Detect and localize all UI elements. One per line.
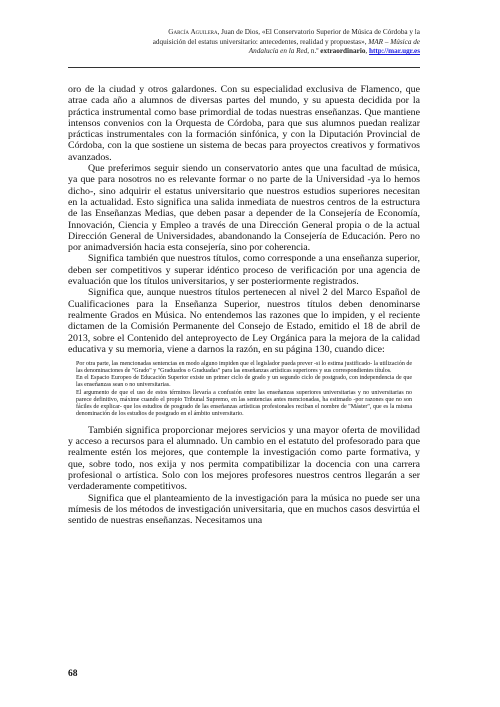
- paragraph: Significa que el planteamiento de la investigación para la música no puede ser una mímesis de los métodos de investigación universitaria, que en muchos casos desvirtúa el sentido de nuestras enseñanzas. Necesitamos una: [68, 492, 420, 527]
- quote-paragraph: El argumento de que el uso de estos términos llevaría a confusión entre las enseñanzas superiores universitarias y no universitarias no parece definitivo, máxime cuando el propio Tribunal Supremo, en las sentencias antes mencionadas, ha estimado -por razones que no son fáciles de explicar- que los estudios de posgrado de las enseñanzas artísticas profesionales reciban el nombre de "Máster", que es la misma denominación de los estudios de postgrado en el ámbito universitario.: [76, 389, 412, 417]
- body-text-top: [68, 84, 420, 527]
- page-number: 68: [68, 669, 78, 679]
- paragraph: oro de la ciudad y otros galardones. Con su especialidad exclusiva de Flamenco, que atrae cada año a alumnos de diversas partes del mundo, y su apuesta decidida por la práctica instrumental como base primordial de todas nuestras enseñanzas. Que mantiene intensos convenios con la Orquesta de Córdoba, para que sus alumnos puedan realizar prácticas instrumentales con la formación sinfónica, y con la Diputación Provincial de Córdoba, con la que sostiene un sistema de becas para proyectos creativos y formativos avanzados.: [68, 84, 420, 163]
- header-line2: adquisición del estatus universitario: antecedentes, realidad y propuestas»,: [152, 37, 367, 46]
- paragraph: Que preferimos seguir siendo un conservatorio antes que una facultad de música, ya que para nosotros no es relevante formar o no parte de la Universidad -ya lo hemos dicho-, sino adquirir el estatus universitario que nuestros estudios superiores necesitan en la actualidad. Esto significa una salida inmediata de nuestros centros de la estructura de las Enseñanzas Medias, que deben pasar a depender de la Consejería de Economía, Innovación, Ciencia y Empleo a través de una Dirección General propia o de la actual Dirección General de Universidades, abandonando la Consejería de Educación. Pero no por animadversión hacia esta consejería, sino por coherencia.: [68, 163, 420, 254]
- header-issue-prefix: , n.º: [307, 47, 321, 56]
- paragraph: Significa que, aunque nuestros títulos pertenecen al nivel 2 del Marco Español de Cualificaciones para la Enseñanza Superior, nuestros títulos deben denominarse realmente Grados en Música. No entendemos las razones que lo impiden, y el reciente dictamen de la Comisión Permanente del Consejo de Estado, emitido el 18 de abril de 2013, sobre el Contenido del anteproyecto de Ley Orgánica para la mejora de la calidad educativa y su memoria, viene a darnos la razón, en su página 130, cuando dice:: [68, 287, 420, 355]
- quote-paragraph: En el Espacio Europeo de Educación Superior existe un primer ciclo de grado y un segundo ciclo de postgrado, con independencia de que las enseñanzas sean o no universitarias.: [76, 375, 412, 389]
- header-url-link[interactable]: http://mar.ugr.es: [369, 47, 420, 56]
- header-rule: [68, 67, 420, 68]
- header-author-rest: , Juan de Dios, «El Conservatorio Superior de Música de Córdoba y la: [217, 28, 420, 36]
- block-quote: [76, 361, 412, 418]
- quote-paragraph: Por otra parte, las mencionadas sentencias en modo alguno impiden que el legislador pueda prever -si lo estima justificado- la utilización de las denominaciones de "Grado" y "Graduados o Graduadas" para las enseñanzas artísticas superiores y sus correspondientes títulos.: [76, 361, 412, 375]
- header-sep: ,: [365, 47, 370, 56]
- running-header: [98, 28, 420, 57]
- header-author: García Aguilera: [168, 28, 218, 36]
- header-journal: MAR – Música de: [366, 37, 420, 46]
- paragraph: También significa proporcionar mejores servicios y una mayor oferta de movilidad y acceso a recursos para el alumnado. Un cambio en el estatuto del profesorado para que realmente estén los mejores, que contemple la investigación como parte formativa, y que, sobre todo, nos exija y nos permita compatibilizar la docencia con una carrera profesional o artística. Solo con los mejores profesores nuestros centros llegarán a ser verdaderamente competitivos.: [68, 424, 420, 493]
- header-journal-cont: Andalucía en la Red: [248, 47, 308, 56]
- paragraph: Significa también que nuestros títulos, como corresponde a una enseñanza superior, deben ser competitivos y superar idéntico proceso de verificación por una agencia de evaluación que los títulos universitarios, y ser posteriormente registrados.: [68, 253, 420, 288]
- header-issue: extraordinario: [320, 47, 366, 56]
